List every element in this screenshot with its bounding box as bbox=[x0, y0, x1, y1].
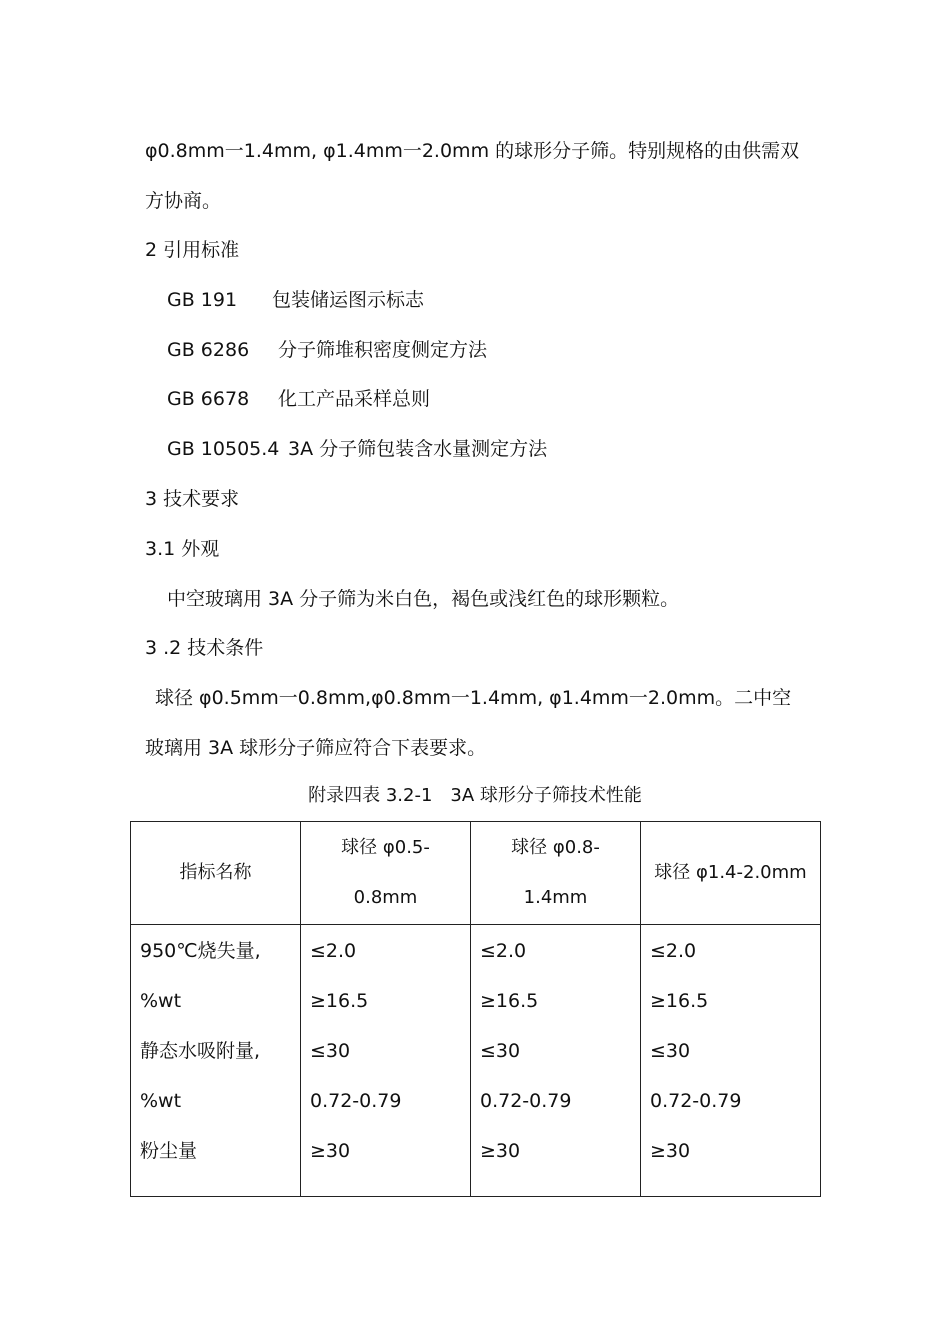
reference-title: 包装储运图示标志 bbox=[272, 289, 425, 311]
cell-line: ≤30 bbox=[310, 1040, 351, 1062]
table-caption: 附录四表 3.2-1 3A 球形分子筛技术性能 bbox=[308, 785, 642, 806]
table-row bbox=[131, 925, 821, 1197]
header-cell bbox=[471, 822, 641, 925]
cell-line: ≥16.5 bbox=[310, 990, 369, 1012]
cell-line: ≥16.5 bbox=[480, 990, 539, 1012]
table-cell bbox=[471, 925, 641, 1197]
header-cell bbox=[131, 822, 301, 925]
cell-line: ≥30 bbox=[480, 1140, 521, 1162]
reference-code: GB 10505.4 bbox=[167, 438, 280, 460]
cell-line: ≤2.0 bbox=[310, 940, 357, 962]
cell-line: 粉尘量 bbox=[140, 1140, 198, 1162]
reference-title: 3A 分子筛包装含水量测定方法 bbox=[288, 438, 548, 460]
spec-table bbox=[130, 821, 821, 1197]
reference-code: GB 6286 bbox=[167, 339, 250, 361]
cell-line: 0.72-0.79 bbox=[480, 1090, 572, 1112]
section-heading: 2 引用标准 bbox=[145, 239, 240, 261]
reference-title: 化工产品采样总则 bbox=[278, 388, 431, 410]
header-text: 指标名称 bbox=[179, 862, 252, 883]
section-heading: 3 .2 技术条件 bbox=[145, 637, 264, 659]
section-heading: 3.1 外观 bbox=[145, 538, 220, 560]
cell-line: 0.72-0.79 bbox=[650, 1090, 742, 1112]
header-text: 球径 φ0.5- bbox=[341, 837, 430, 858]
header-cell bbox=[301, 822, 471, 925]
paragraph-line: 玻璃用 3A 球形分子筛应符合下表要求。 bbox=[145, 737, 487, 759]
cell-line: 0.72-0.79 bbox=[310, 1090, 402, 1112]
cell-line: 静态水吸附量, bbox=[140, 1040, 261, 1062]
cell-line: ≥30 bbox=[650, 1140, 691, 1162]
reference-code: GB 6678 bbox=[167, 388, 250, 410]
paragraph-line: 方协商。 bbox=[145, 190, 222, 212]
cell-line: ≤2.0 bbox=[650, 940, 697, 962]
header-cell bbox=[641, 822, 821, 925]
table-header-row bbox=[131, 822, 821, 925]
cell-line: 950℃烧失量, bbox=[140, 940, 261, 962]
cell-line: ≥30 bbox=[310, 1140, 351, 1162]
header-text: 球径 φ1.4-2.0mm bbox=[654, 862, 807, 883]
table-cell bbox=[641, 925, 821, 1197]
header-text: 1.4mm bbox=[523, 887, 588, 908]
paragraph-line: 中空玻璃用 3A 分子筛为米白色，褐色或浅红色的球形颗粒。 bbox=[167, 588, 680, 610]
cell-line: ≤30 bbox=[650, 1040, 691, 1062]
reference-title: 分子筛堆积密度侧定方法 bbox=[278, 339, 488, 361]
table-cell bbox=[131, 925, 301, 1197]
cell-line: ≤2.0 bbox=[480, 940, 527, 962]
paragraph-line: 球径 φ0.5mm一0.8mm,φ0.8mm一1.4mm, φ1.4mm一2.0mm。二中空 bbox=[155, 687, 792, 709]
reference-code: GB 191 bbox=[167, 289, 238, 311]
paragraph-line: φ0.8mm一1.4mm, φ1.4mm一2.0mm 的球形分子筛。特别规格的由供需双 bbox=[145, 140, 800, 162]
header-text: 球径 φ0.8- bbox=[511, 837, 600, 858]
cell-line: %wt bbox=[140, 1090, 182, 1112]
header-text: 0.8mm bbox=[353, 887, 418, 908]
cell-line: %wt bbox=[140, 990, 182, 1012]
cell-line: ≥16.5 bbox=[650, 990, 709, 1012]
table-cell bbox=[301, 925, 471, 1197]
section-heading: 3 技术要求 bbox=[145, 488, 240, 510]
cell-line: ≤30 bbox=[480, 1040, 521, 1062]
